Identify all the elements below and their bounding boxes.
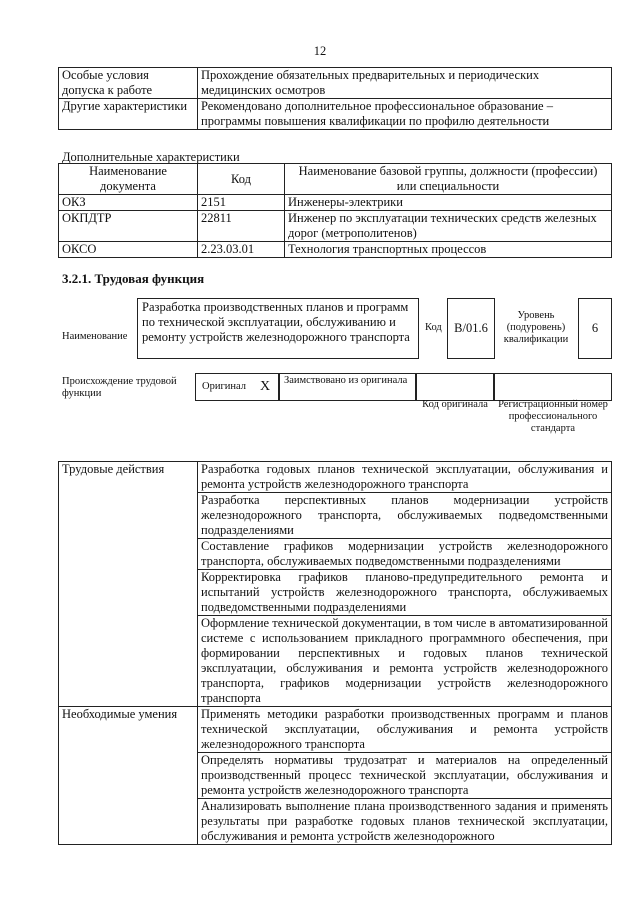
code-original-label: Код оригинала	[422, 399, 488, 410]
table-cell: Технология транспортных процессов	[285, 242, 612, 258]
additional-caption: Дополнительные характеристики	[62, 150, 240, 164]
function-code-box	[447, 298, 495, 359]
table-row	[59, 242, 612, 258]
function-name: Разработка производственных планов и программ по технической эксплуатации, обслуживанию и ремонту устройств железнодорожного транспорта	[142, 300, 410, 344]
table-cell: Корректировка графиков планово-предупредительного ремонта и испытаний устройств железнодорожного транспорта, обслуживаемых подведомственными подразделениями	[198, 570, 612, 616]
table-header: Код	[198, 164, 285, 195]
table-cell: Применять методики разработки производственных программ и планов технической эксплуатации, обслуживания и ремонта устройств железнодорожного транспорта	[198, 707, 612, 753]
table-row	[59, 462, 612, 493]
original-mark: X	[260, 379, 271, 394]
reg-number-label: Регистрационный номер профессионального стандарта	[498, 399, 608, 434]
additional-table	[58, 163, 612, 258]
table-cell: 2151	[198, 195, 285, 211]
table-header: Наименование базовой группы, должности (профессии) или специальности	[285, 164, 612, 195]
table-row	[59, 164, 612, 195]
code-label: Код	[425, 322, 442, 333]
table-cell: Разработка перспективных планов модернизации устройств железнодорожного транспорта, обслуживаемых подведомственными подразделениями	[198, 493, 612, 539]
table-cell: Особые условия допуска к работе	[59, 68, 198, 99]
table-cell: Рекомендовано дополнительное профессиональное образование – программы повышения квалификации по профилю деятельности	[198, 99, 612, 130]
table-cell: ОКЗ	[59, 195, 198, 211]
labor-actions-label: Трудовые действия	[59, 462, 198, 707]
section-title: 3.2.1. Трудовая функция	[62, 271, 205, 286]
level-label: Уровень (подуровень) квалификации	[503, 310, 569, 345]
function-code: B/01.6	[454, 321, 488, 335]
table-cell: Разработка годовых планов технической эксплуатации, обслуживания и ремонта устройств железнодорожного транспорта	[198, 462, 612, 493]
table-cell: Прохождение обязательных предварительных и периодических медицинских осмотров	[198, 68, 612, 99]
origin-code-box	[416, 373, 494, 401]
table-row	[59, 707, 612, 753]
table-row	[59, 211, 612, 242]
page-number: 12	[313, 44, 327, 58]
table-row	[59, 68, 612, 99]
name-label: Наименование	[62, 331, 128, 342]
top-table	[58, 67, 612, 130]
table-header: Наименование документа	[59, 164, 198, 195]
table-row	[59, 195, 612, 211]
table-cell: Анализировать выполнение плана производственного задания и применять результаты при разработке годовых планов технической эксплуатации, обслуживания и ремонта устройств железнодорожного	[198, 799, 612, 845]
level-value: 6	[591, 321, 599, 335]
origin-reg-box	[494, 373, 612, 401]
skills-label: Необходимые умения	[59, 707, 198, 845]
origin-label: Происхождение трудовой функции	[62, 376, 177, 399]
table-row	[59, 99, 612, 130]
table-cell: ОКСО	[59, 242, 198, 258]
table-cell: 2.23.03.01	[198, 242, 285, 258]
table-cell: Оформление технической документации, в том числе в автоматизированной системе с использованием прикладного программного обеспечения, при формировании перспективных и годовых планов технической эксплуатации, обслуживания и ремонта устройств железнодорожного транспорта, графиков модернизации устройств железнодорожного транспорта	[198, 616, 612, 707]
borrowed-label: Заимствовано из оригинала	[284, 375, 408, 386]
origin-borrowed-box	[279, 373, 416, 401]
table-cell: Определять нормативы трудозатрат и материалов на определенный производственный процесс технической эксплуатации, обслуживания и ремонта устройств железнодорожного транспорта	[198, 753, 612, 799]
level-box	[578, 298, 612, 359]
function-name-box	[137, 298, 419, 359]
table-cell: Составление графиков модернизации устройств железнодорожного транспорта, обслуживаемых подведомственными подразделениями	[198, 539, 612, 570]
table-cell: Инженеры-электрики	[285, 195, 612, 211]
table-cell: ОКПДТР	[59, 211, 198, 242]
table-cell: Другие характеристики	[59, 99, 198, 130]
main-table	[58, 461, 612, 845]
original-label: Оригинал	[202, 381, 246, 392]
table-cell: 22811	[198, 211, 285, 242]
origin-original-box	[195, 373, 279, 401]
table-cell: Инженер по эксплуатации технических средств железных дорог (метрополитенов)	[285, 211, 612, 242]
